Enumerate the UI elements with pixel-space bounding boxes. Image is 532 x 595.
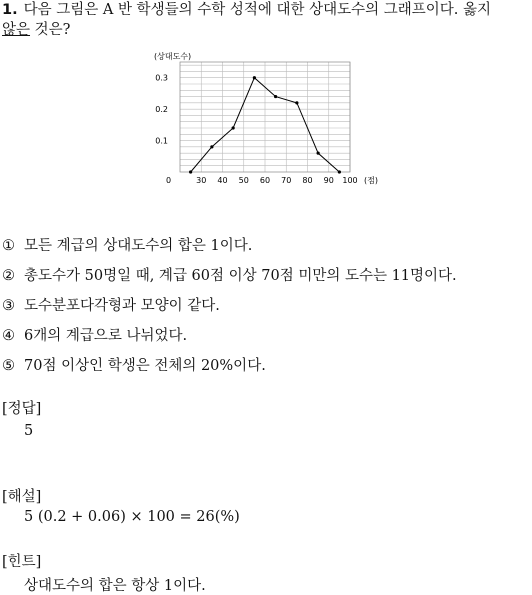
question-number: 1.: [2, 2, 18, 18]
data-point: [189, 170, 192, 173]
choice-text: 70점 이상인 학생은 전체의 20%이다.: [24, 358, 266, 374]
data-point: [274, 95, 277, 98]
x-tick-label: 30: [196, 176, 207, 185]
x-axis-label: (점): [364, 176, 378, 185]
data-point: [232, 126, 235, 129]
question-emphasis: 않은: [2, 22, 31, 38]
choice-mark: ②: [2, 268, 15, 284]
answer-value: 5: [24, 423, 34, 439]
x-tick-label: 70: [281, 176, 292, 185]
data-point: [253, 76, 256, 79]
x-tick-label: 90: [323, 176, 334, 185]
answer-label: [정답]: [2, 401, 42, 417]
relative-frequency-chart: [150, 50, 390, 195]
choice-text: 도수분포다각형과 모양이 같다.: [24, 298, 220, 314]
data-point: [317, 152, 320, 155]
x-tick-label: 40: [217, 176, 228, 185]
choice-4[interactable]: [2, 324, 187, 345]
y-tick-label: 0.2: [155, 105, 168, 115]
hint-label: [힌트]: [2, 554, 42, 570]
choice-5[interactable]: [2, 354, 266, 375]
y-tick-label: 0.3: [155, 73, 168, 83]
explanation-label: [해설]: [2, 489, 42, 505]
origin-label: 0: [166, 176, 172, 185]
choice-mark: ③: [2, 298, 15, 314]
x-tick-label: 100: [342, 176, 358, 185]
choice-mark: ④: [2, 328, 15, 344]
choice-text: 모든 계급의 상대도수의 합은 1이다.: [24, 238, 253, 254]
question-text: 다음 그림은 A 반 학생들의 수학 성적에 대한 상대도수의 그래프이다. 옳지: [23, 2, 491, 18]
x-tick-label: 50: [238, 176, 249, 185]
data-point: [295, 101, 298, 104]
choice-2[interactable]: [2, 264, 457, 285]
y-tick-label: 0.1: [155, 136, 168, 146]
question-line-1: [2, 0, 491, 20]
choice-text: 6개의 계급으로 나뉘었다.: [24, 328, 188, 344]
choice-text: 총도수가 50명일 때, 계급 60점 이상 70점 미만의 도수는 11명이다.: [24, 268, 457, 284]
choice-3[interactable]: [2, 294, 220, 315]
chart-grid: [180, 62, 350, 172]
question-line-2: [2, 20, 70, 40]
choice-1[interactable]: [2, 234, 252, 255]
question-text-end: 것은?: [30, 22, 71, 38]
y-axis-label: (상대도수): [154, 52, 192, 61]
hint-value: 상대도수의 합은 항상 1이다.: [24, 578, 206, 594]
x-tick-label: 80: [302, 176, 313, 185]
choice-mark: ⑤: [2, 358, 15, 374]
data-point: [210, 145, 213, 148]
x-tick-label: 60: [259, 176, 271, 185]
explanation-value: 5 (0.2 + 0.06) × 100 = 26(%): [24, 509, 240, 525]
choice-mark: ①: [2, 238, 15, 254]
data-point: [338, 170, 341, 173]
